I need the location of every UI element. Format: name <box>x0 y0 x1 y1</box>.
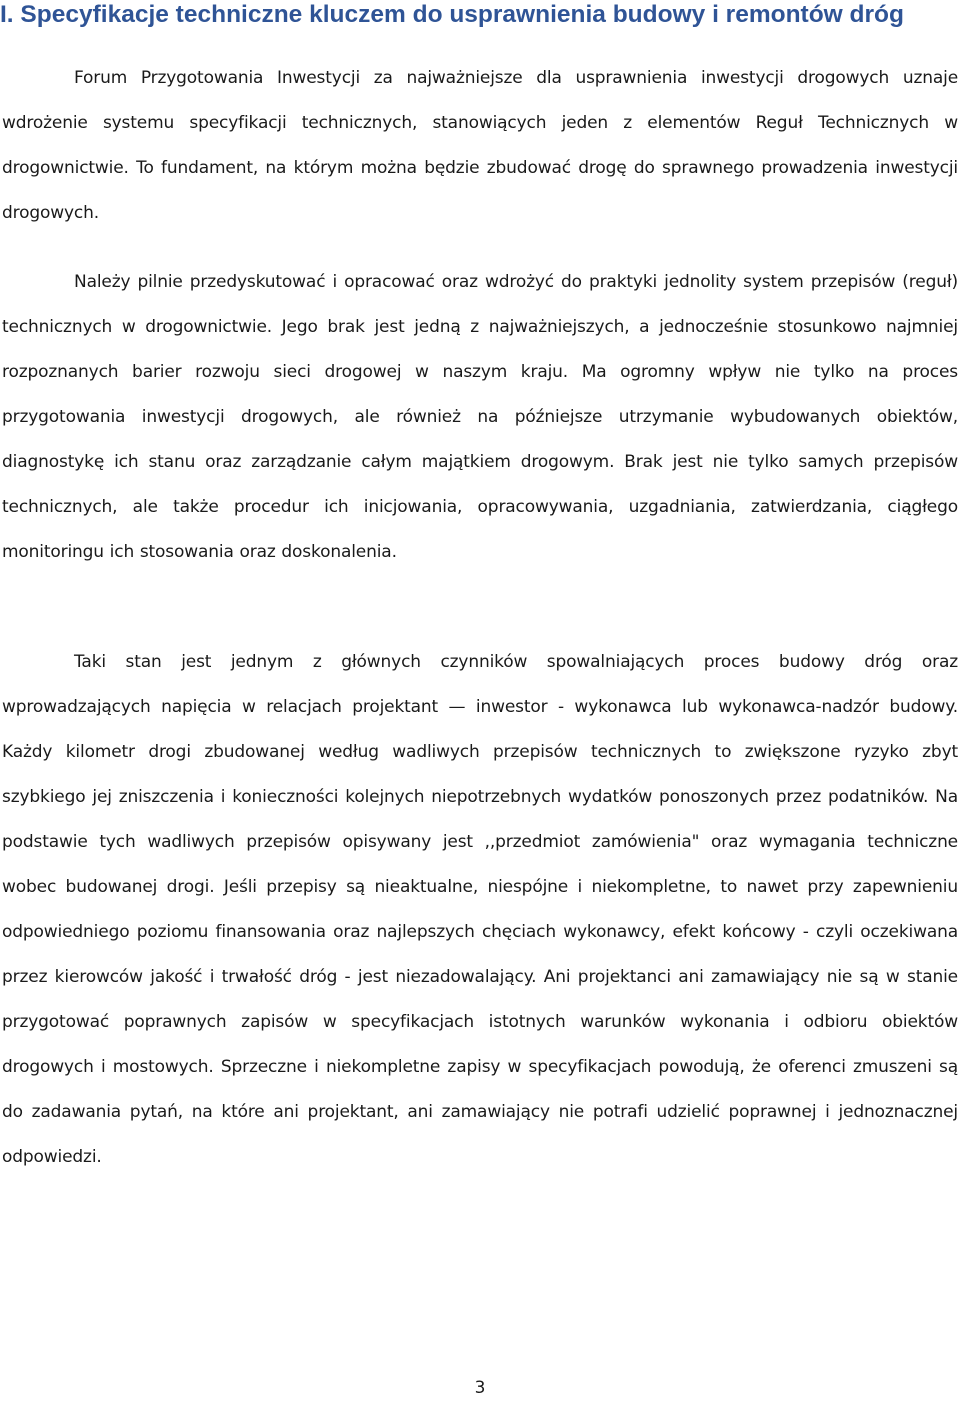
page-number: 3 <box>474 1378 486 1398</box>
section-heading: I. Specyfikacje techniczne kluczem do usprawnienia budowy i remontów dróg <box>0 1 904 28</box>
paragraph-intro: Forum Przygotowania Inwestycji za najważniejsze dla usprawnienia inwestycji drogowych uznaje wdrożenie systemu specyfikacji technicznych, stanowiących jeden z elementów Reguł Technicznych w drogownictwie. To fundament, na którym można będzie zbudować drogę do sprawnego prowadzenia inwestycji drogowych. <box>2 68 958 223</box>
paragraph-consequences: Taki stan jest jednym z głównych czynników spowalniających proces budowy dróg oraz wprowadzających napięcia w relacjach projektant — inwestor - wykonawca lub wykonawca-nadzór budowy. Każdy kilometr drogi zbudowanej według wadliwych przepisów technicznych to zwiększone ryzyko zbyt szybkiego jej zniszczenia i konieczności kolejnych niepotrzebnych wydatków ponoszonych przez podatników. Na podstawie tych wadliwych przepisów opisywany jest ,,przedmiot zamówienia" oraz wymagania techniczne wobec budowanej drogi. Jeśli przepisy są nieaktualne, niespójne i niekompletne, to nawet przy zapewnieniu odpowiedniego poziomu finansowania oraz najlepszych chęciach wykonawcy, efekt końcowy - czyli oczekiwana przez kierowców jakość i trwałość dróg - jest niezadowalający. Ani projektanci ani zamawiający nie są w stanie przygotować poprawnych zapisów w specyfikacjach istotnych warunków wykonania i odbioru obiektów drogowych i mostowych. Sprzeczne i niekompletne zapisy w specyfikacjach powodują, że oferenci zmuszeni są do zadawania pytań, na które ani projektant, ani zamawiający nie potrafi udzielić poprawnej i jednoznacznej odpowiedzi. <box>2 652 958 1167</box>
paragraph-regulations: Należy pilnie przedyskutować i opracować oraz wdrożyć do praktyki jednolity system przepisów (reguł) technicznych w drogownictwie. Jego brak jest jedną z najważniejszych, a jednocześnie stosunkowo najmniej rozpoznanych barier rozwoju sieci drogowej w naszym kraju. Ma ogromny wpływ nie tylko na proces przygotowania inwestycji drogowych, ale również na późniejsze utrzymanie wybudowanych obiektów, diagnostykę ich stanu oraz zarządzanie całym majątkiem drogowym. Brak jest nie tylko samych przepisów technicznych, ale także procedur ich inicjowania, opracowywania, uzgadniania, zatwierdzania, ciągłego monitoringu ich stosowania oraz doskonalenia. <box>2 272 958 562</box>
